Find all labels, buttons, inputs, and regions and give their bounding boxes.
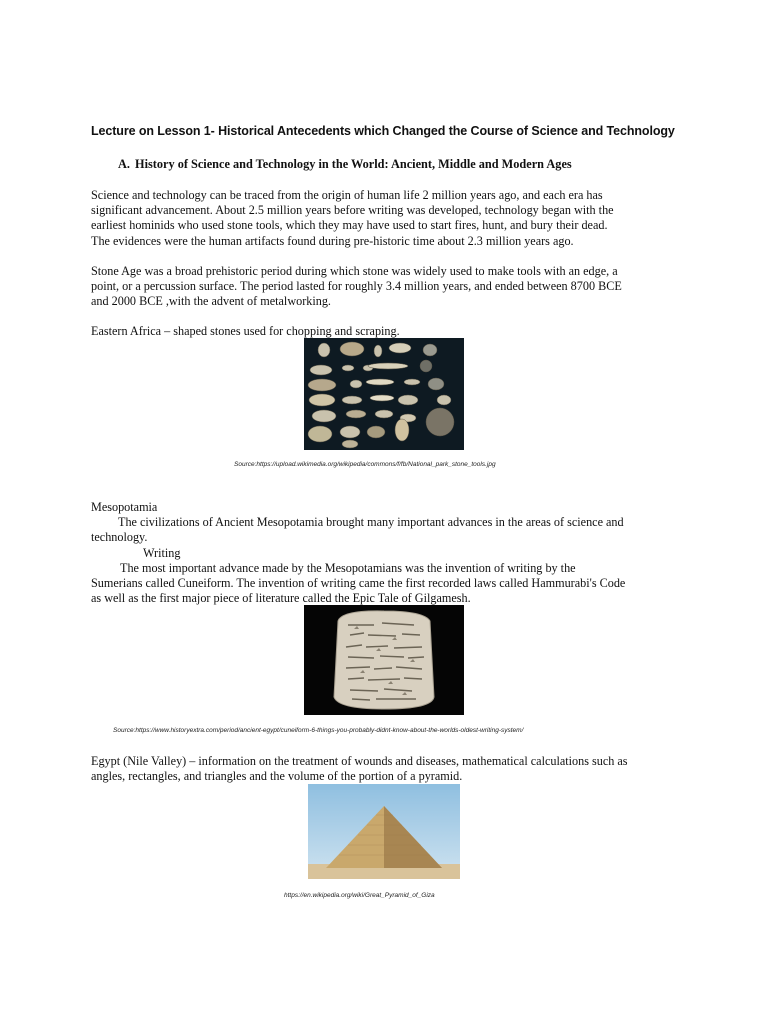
stone-age-line: and 2000 BCE ,with the advent of metalworking. bbox=[91, 294, 331, 309]
stone-tools-photo bbox=[304, 338, 464, 450]
egypt-line: Egypt (Nile Valley) – information on the treatment of wounds and diseases, mathematical calculations such as bbox=[91, 754, 628, 768]
cuneiform-tablet-photo bbox=[304, 605, 464, 715]
egypt-line: angles, rectangles, and triangles and the volume of the portion of a pyramid. bbox=[91, 769, 463, 784]
stone-age-line: Stone Age was a broad prehistoric period during which stone was widely used to make tools with an edge, a bbox=[91, 264, 618, 278]
section-marker: A. bbox=[118, 157, 130, 171]
mesopotamia-section bbox=[91, 500, 681, 606]
intro-line: earliest hominids who used stone tools, which they may have used to start fires, hunt, and bury their dead. bbox=[91, 218, 608, 233]
stone-tools-illustration bbox=[304, 338, 464, 450]
egypt-paragraph bbox=[91, 754, 681, 784]
cuneiform-tablet-illustration bbox=[304, 605, 464, 715]
mesopotamia-line: technology. bbox=[91, 530, 148, 545]
cuneiform-caption: Source:https://www.historyextra.com/period/ancient-egypt/cuneiform-6-things-you-probably-didnt-know-about-the-worlds-oldest-writing-system/ bbox=[113, 727, 524, 734]
pyramid-photo bbox=[308, 784, 460, 879]
document-title: Lecture on Lesson 1- Historical Antecedents which Changed the Course of Science and Technology bbox=[91, 124, 675, 138]
section-heading-text: History of Science and Technology in the World: Ancient, Middle and Modern Ages bbox=[135, 157, 572, 171]
intro-line: significant advancement. About 2.5 million years before writing was developed, technology began with the bbox=[91, 203, 614, 218]
africa-line: Eastern Africa – shaped stones used for chopping and scraping. bbox=[91, 324, 400, 338]
writing-line: Sumerians called Cuneiform. The invention of writing came the first recorded laws called Hammurabi's Code bbox=[91, 576, 626, 591]
africa-paragraph bbox=[91, 324, 681, 339]
mesopotamia-line: The civilizations of Ancient Mesopotamia brought many important advances in the areas of science and bbox=[118, 515, 624, 530]
intro-paragraph bbox=[91, 188, 681, 249]
writing-line: The most important advance made by the Mesopotamians was the invention of writing by the bbox=[120, 560, 576, 575]
pyramid-caption: https://en.wikipedia.org/wiki/Great_Pyramid_of_Giza bbox=[284, 892, 435, 899]
mesopotamia-heading: Mesopotamia bbox=[91, 500, 158, 514]
pyramid-illustration bbox=[308, 784, 460, 879]
stone-age-line: point, or a percussion surface. The period lasted for roughly 3.4 million years, and ended between 8700 BCE bbox=[91, 279, 622, 294]
stone-tools-caption: Source:https://upload.wikimedia.org/wikipedia/commons/f/fb/National_park_stone_tools.jpg bbox=[234, 461, 496, 468]
section-heading bbox=[118, 157, 572, 172]
writing-subheading: Writing bbox=[143, 545, 181, 560]
stone-age-paragraph bbox=[91, 264, 681, 310]
intro-line: Science and technology can be traced from the origin of human life 2 million years ago, and each era has bbox=[91, 188, 603, 202]
intro-line: The evidences were the human artifacts found during pre-historic time about 2.3 million years ago. bbox=[91, 233, 574, 248]
writing-line: as well as the first major piece of literature called the Epic Tale of Gilgamesh. bbox=[91, 591, 471, 606]
